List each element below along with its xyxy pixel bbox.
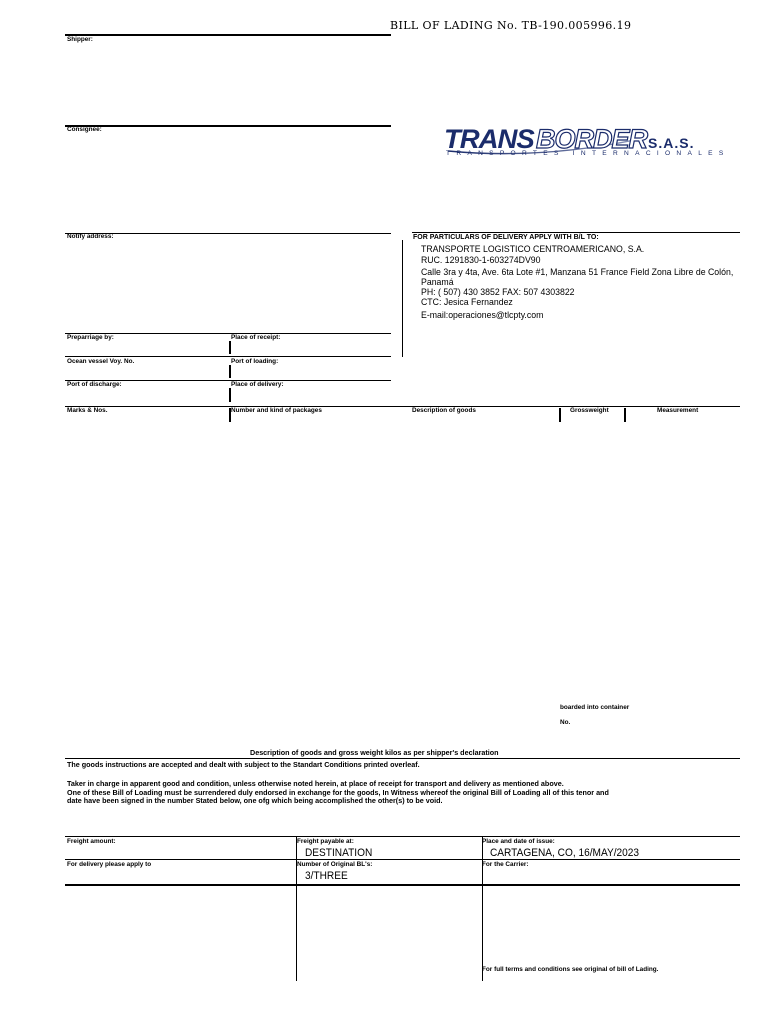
freight-amount-label: Freight amount: (67, 838, 116, 845)
declaration-rule (65, 758, 740, 759)
delivery-line: PH: ( 507) 430 3852 FAX: 507 4303822 (421, 287, 575, 298)
loading-divider (229, 365, 231, 378)
consignee-rule (65, 125, 391, 127)
vessel-rule (65, 356, 391, 357)
declaration-title: Description of goods and gross weight kilos as per shipper's declaration (250, 748, 499, 757)
place-date-value: CARTAGENA, CO, 16/MAY/2023 (490, 847, 640, 859)
delivery-place-divider (229, 388, 231, 402)
company-logo (444, 124, 730, 164)
delivery-line: Panamá (421, 277, 454, 288)
delivery-heading: FOR PARTICULARS OF DELIVERY APPLY WITH B/L TO: (413, 234, 599, 241)
place-date-label: Place and date of issue: (482, 838, 555, 845)
declaration-line: date have been signed in the number Stated below, one ofg which being accomplished the other(s) to be void. (67, 796, 443, 805)
notify-rule (65, 233, 391, 234)
footer-mid-rule (65, 859, 740, 860)
terms-note: For full terms and conditions see original of bill of Lading. (482, 966, 659, 973)
freight-payable-label: Freight payable at: (297, 838, 354, 845)
original-bls-value: 3/THREE (305, 870, 348, 882)
port-discharge-label: Port of discharge: (67, 381, 122, 388)
measurement-header: Measurement (657, 407, 699, 414)
preparriage-label: Preparriage by: (67, 334, 114, 341)
consignee-label: Consignee: (67, 126, 102, 133)
freight-payable-value: DESTINATION (305, 847, 373, 859)
delivery-line: E-mail:operaciones@tlcpty.com (421, 310, 544, 321)
footer-top-rule (65, 836, 740, 837)
delivery-apply-label: For delivery please apply to (67, 861, 152, 868)
document-title: BILL OF LADING No. TB-190.005996.19 (390, 19, 632, 32)
delivery-line: TRANSPORTE LOGISTICO CENTROAMERICANO, S.A. (421, 244, 645, 255)
boarded-container-label: boarded into container (560, 704, 630, 711)
measure-col-divider (624, 408, 626, 422)
logo-border: BORDER (536, 124, 648, 154)
delivery-line: Calle 3ra y 4ta, Ave. 6ta Lote #1, Manzana 51 France Field Zona Libre de Colón, (421, 267, 734, 278)
delivery-line: CTC: Jesica Fernandez (421, 297, 513, 308)
receipt-divider (229, 341, 231, 354)
notify-label: Notify address: (67, 233, 114, 240)
delivery-rule (412, 232, 740, 233)
logo-sas: S.A.S. (648, 135, 695, 151)
packages-header: Number and kind of packages (231, 407, 322, 414)
carrier-label: For the Carrier: (482, 861, 529, 868)
shipper-rule (65, 34, 391, 36)
delivery-line: RUC. 1291830-1-603274DV90 (421, 255, 541, 266)
declaration-line: The goods instructions are accepted and dealt with subject to the Standart Conditions printed overleaf. (67, 760, 420, 769)
place-delivery-label: Place of delivery: (231, 381, 284, 388)
goods-header-rule (65, 406, 740, 407)
gross-header: Grossweight (570, 407, 609, 414)
shipper-label: Shipper: (67, 36, 93, 43)
logo-trans: TRANS (444, 124, 534, 154)
place-receipt-label: Place of receipt: (231, 334, 281, 341)
marks-header: Marks & Nos. (67, 407, 108, 414)
footer-col-divider-2 (482, 837, 483, 981)
footer-col-divider-1 (296, 837, 297, 981)
description-header: Description of goods (412, 407, 476, 414)
declaration-line: Taker in charge in apparent good and condition, unless otherwise noted herein, at place of receipt for transport and delivery as mentioned above. (67, 779, 564, 788)
ocean-vessel-label: Ocean vessel Voy. No. (67, 358, 135, 365)
footer-bottom-rule (65, 884, 740, 886)
packages-col-divider (229, 408, 231, 422)
logo-tagline: TRANSPORTES INTERNACIONALES (446, 150, 730, 157)
container-no-label: No. (560, 719, 571, 726)
declaration-line: One of these Bill of Loading must be surrendered duly endorsed in exchange for the goods, In Witness whereof the original Bill of Loading all of this tenor and (67, 788, 609, 797)
preparriage-rule (65, 333, 391, 334)
original-bls-label: Number of Original BL's: (297, 861, 373, 868)
delivery-divider (402, 240, 403, 357)
gross-col-divider (559, 408, 561, 422)
port-loading-label: Port of loading: (231, 358, 279, 365)
